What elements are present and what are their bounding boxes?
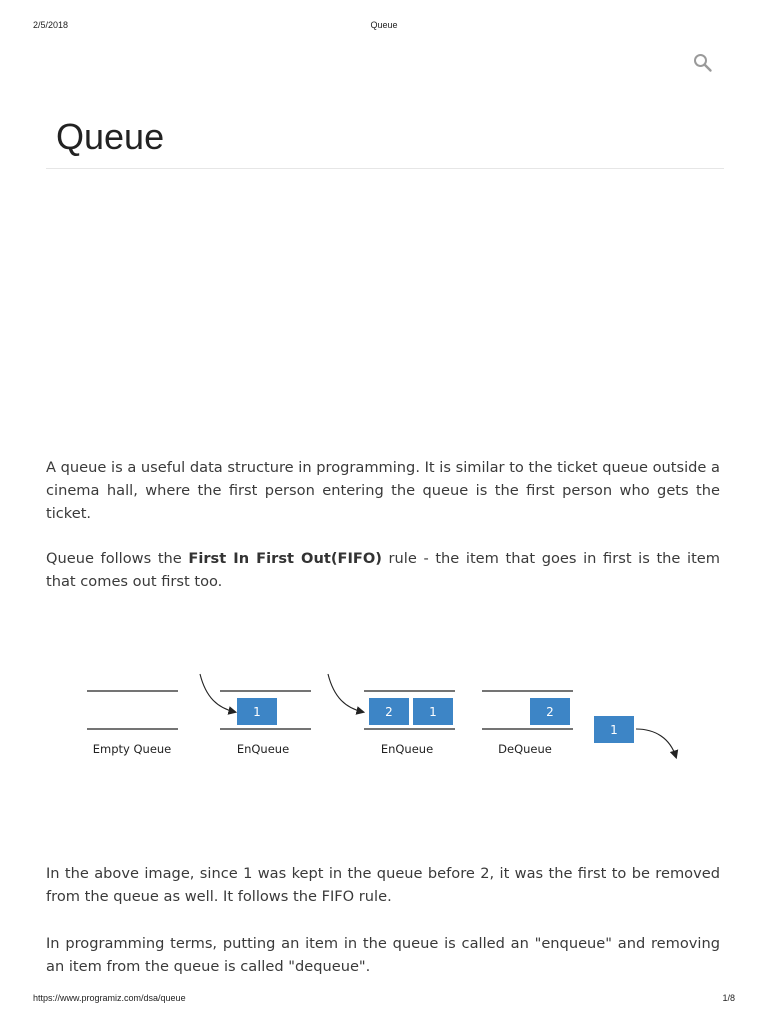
stage-label-empty: Empty Queue (92, 742, 172, 756)
intro-paragraph: A queue is a useful data structure in programming. It is similar to the ticket queue outside a cinema hall, where the first person entering the queue is the first person who gets the ticket. (46, 459, 720, 522)
dequeued-item-value: 1 (610, 723, 618, 737)
queue-item-value: 1 (429, 705, 437, 719)
enqueue-stage-1 (200, 674, 311, 756)
image-explanation-paragraph: In the above image, since 1 was kept in the queue before 2, it was the first to be removed from the queue as well. It follows the FIFO rule. (46, 865, 720, 905)
empty-queue-stage (87, 691, 178, 756)
print-footer-url: https://www.programiz.com/dsa/queue (33, 993, 186, 1003)
print-page-number: 1/8 (722, 993, 735, 1003)
print-header-title: Queue (370, 20, 398, 30)
stage-label-enqueue-2: EnQueue (380, 742, 434, 756)
terms-paragraph: In programming terms, putting an item in the queue is called an "enqueue" and removing an item from the queue is called "dequeue". (46, 935, 720, 975)
search-icon[interactable] (692, 52, 714, 74)
queue-item-value: 2 (546, 705, 554, 719)
enqueue-stage-2 (328, 674, 455, 756)
dequeue-stage (482, 691, 676, 757)
stage-label-dequeue: DeQueue (498, 742, 552, 756)
stage-label-enqueue-1: EnQueue (236, 742, 290, 756)
page-title: Queue (56, 116, 165, 157)
fifo-text-after: rule - the item that goes in first is the item that comes out first too. (46, 550, 720, 590)
title-divider (46, 168, 724, 169)
fifo-text-before: Queue follows the (46, 550, 189, 567)
queue-item-value: 1 (253, 705, 261, 719)
queue-diagram (80, 668, 690, 768)
print-date: 2/5/2018 (33, 20, 69, 30)
queue-item-value: 2 (385, 705, 393, 719)
fifo-bold-term: First In First Out(FIFO) (188, 550, 382, 567)
fifo-paragraph (46, 547, 720, 593)
